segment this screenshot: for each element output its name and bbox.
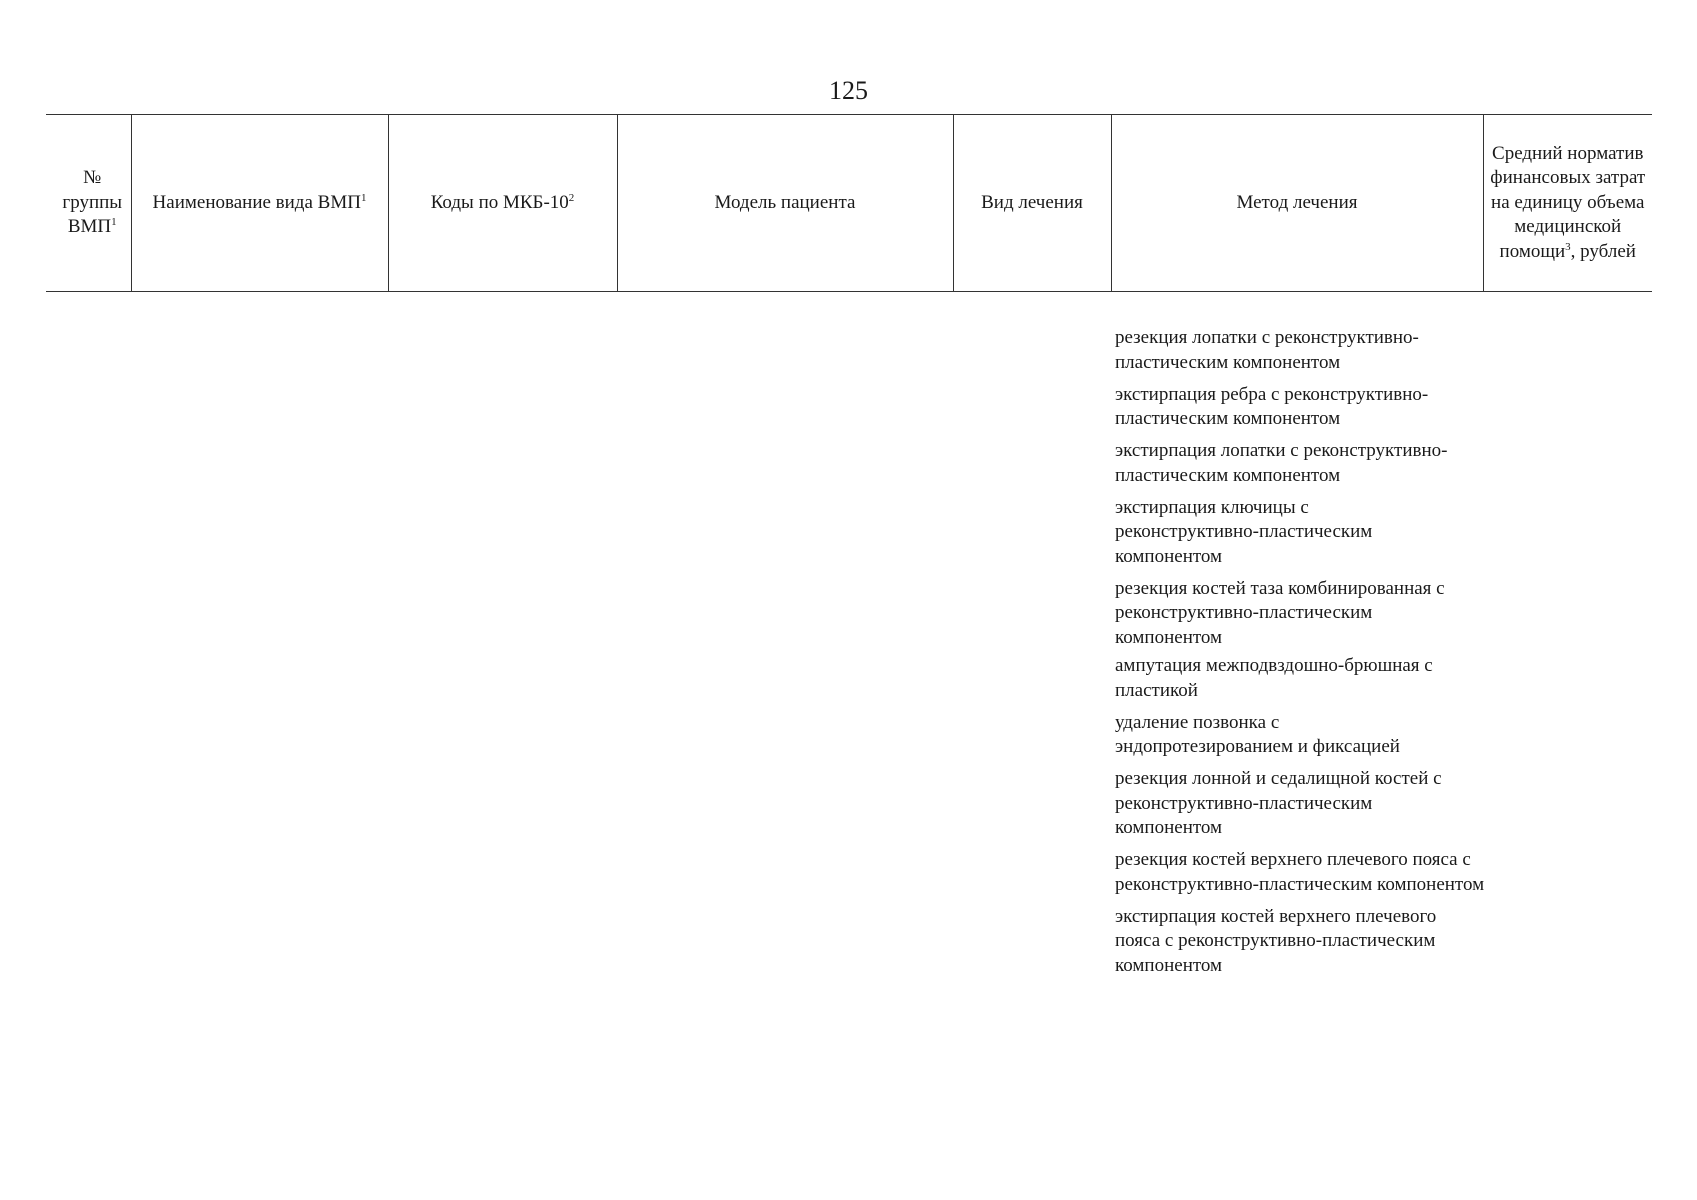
footnote-1: 1: [111, 216, 117, 229]
treatment-method-list: [1115, 326, 1485, 986]
treatment-method-item: экстирпация ребра с реконструктивно-пластическим компонентом: [1115, 383, 1429, 429]
header-icd-codes: [388, 115, 617, 292]
page-number: 125: [829, 76, 868, 105]
treatment-method-item: резекция лопатки с реконструктивно-пластическим компонентом: [1115, 327, 1419, 373]
header-average-cost: [1483, 115, 1652, 292]
treatment-method-item: экстирпация костей верхнего плечевого пояса с реконструктивно-пластическим компонентом: [1115, 905, 1437, 976]
header-treatment-method: [1111, 115, 1483, 292]
header-average-cost-unit: , рублей: [1570, 240, 1636, 262]
header-icd-codes-label: Коды по МКБ-10: [430, 191, 569, 213]
footnote-2: 2: [568, 191, 575, 204]
header-treatment-type: [953, 115, 1111, 292]
header-group-number: [46, 115, 131, 292]
header-treatment-method-label: Метод лечения: [1236, 191, 1358, 213]
treatment-method-item: экстирпация лопатки с реконструктивно-пластическим компонентом: [1115, 440, 1448, 486]
table-header: [46, 114, 1652, 292]
treatment-method-item: резекция лонной и седалищной костей с реконструктивно-пластическим компонентом: [1115, 768, 1442, 838]
treatment-method-item: резекция костей таза комбинированная с реконструктивно-пластическим компонентом: [1115, 577, 1445, 648]
header-treatment-type-label: Вид лечения: [981, 191, 1083, 213]
treatment-method-item: экстирпация ключицы с реконструктивно-пластическим компонентом: [1115, 496, 1373, 567]
treatment-method-item: резекция костей верхнего плечевого пояса с реконструктивно-пластическим компонентом: [1115, 849, 1485, 895]
header-vmp-name: [131, 115, 388, 292]
header-average-cost-label: Средний норматив финансовых затрат на единицу объема медицинской помощи: [1490, 142, 1646, 262]
footnote-1: 1: [360, 191, 367, 204]
header-vmp-name-label: Наименование вида ВМП: [152, 191, 361, 213]
treatment-method-item: ампутация межподвздошно-брюшная с пластикой: [1115, 655, 1433, 701]
header-patient-model: [617, 115, 953, 292]
footnote-3: 3: [1565, 240, 1571, 253]
header-group-number-label: № группы ВМП: [62, 167, 123, 238]
treatment-method-item: удаление позвонка с эндопротезированием и фиксацией: [1115, 711, 1400, 757]
header-patient-model-label: Модель пациента: [714, 191, 856, 213]
